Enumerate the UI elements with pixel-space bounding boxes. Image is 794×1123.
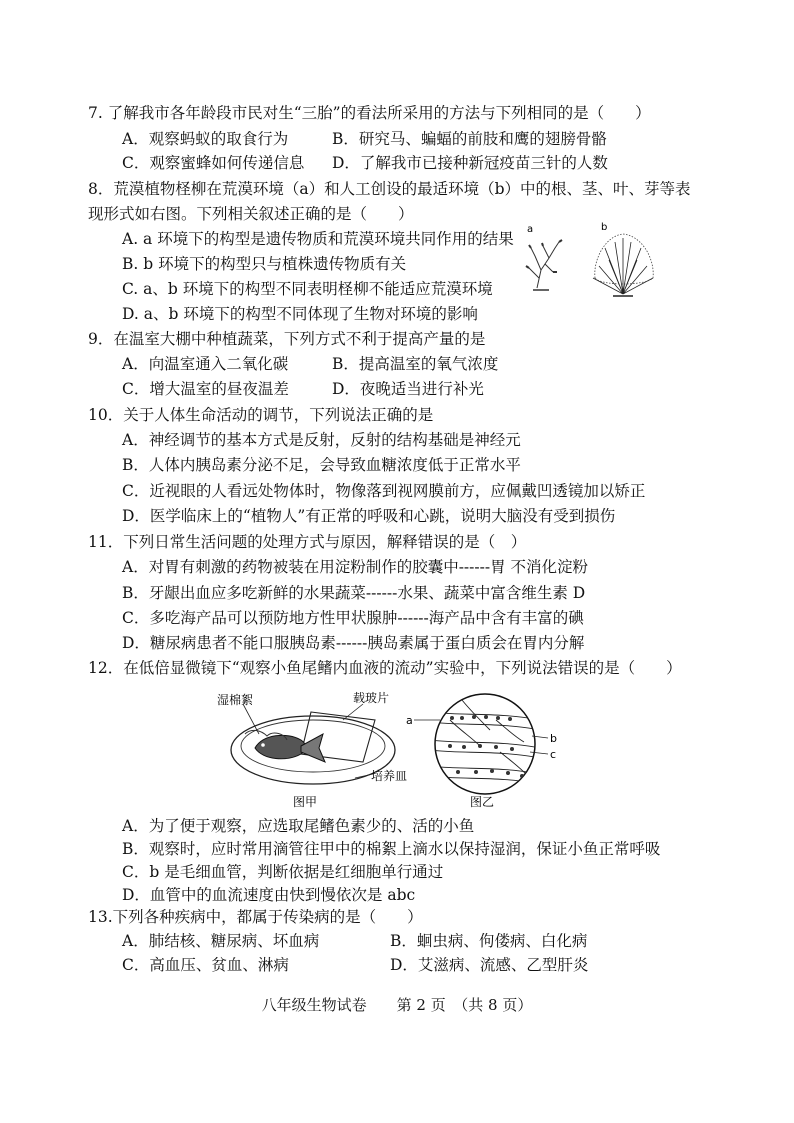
question-9-option-c: C．增大温室的昼夜温差 [122,380,289,398]
glass-slide-label: 载玻片 [353,691,390,705]
question-7-option-b: B．研究马、蝙蝠的前肢和鹰的翅膀骨骼 [332,130,607,148]
petri-dish-label: 培养皿 [371,769,408,783]
question-7-stem: 7. 了解我市各年龄段市民对生“三胎”的看法所采用的方法与下列相同的是（ ） [88,104,651,122]
question-9-option-a: A．向温室通入二氧化碳 [122,355,289,373]
question-9-stem: 9．在温室大棚中种植蔬菜，下列方式不利于提高产量的是 [88,330,486,348]
question-12-option-d: D．血管中的血流速度由快到慢依次是 abc [122,886,416,904]
tamarisk-figure [515,220,665,300]
question-8-stem-line2: 现形式如右图。下列相关叙述正确的是（ ） [88,205,414,223]
figure-yi-blood-vessels [400,690,580,815]
vessel-c-label: c [550,748,557,761]
question-13-option-a: A．肺结核、糖尿病、坏血病 [122,932,320,950]
question-8-stem-line1: 8．荒漠植物柽柳在荒漠环境（a）和人工创设的最适环境（b）中的根、茎、叶、芽等表 [88,180,691,198]
fish-body [255,735,306,758]
vessel-a-label: a [406,714,413,727]
plant-b-drawing [593,234,653,296]
cotton-pointer-line [243,704,259,734]
question-9-option-d: D．夜晚适当进行补光 [332,380,484,398]
question-8-option-b: B. b 环境下的构型只与植株遗传物质有关 [122,255,407,273]
question-10-option-b: B．人体内胰岛素分泌不足，会导致血糖浓度低于正常水平 [122,456,521,474]
question-11-stem: 11．下列日常生活问题的处理方式与原因，解释错误的是（ ） [88,533,527,551]
question-10-option-d: D．医学临床上的“植物人”有正常的呼吸和心跳，说明大脑没有受到损伤 [122,507,616,525]
wet-cotton-label: 湿棉絮 [217,693,254,707]
question-11-option-c: C．多吃海产品可以预防地方性甲状腺肿------海产品中含有丰富的碘 [122,609,584,627]
question-12-stem: 12．在低倍显微镜下“观察小鱼尾鳍内血液的流动”实验中，下列说法错误的是（ ） [88,659,682,677]
figure-jia-fish-dish [215,690,415,815]
plant-a-drawing [526,240,562,290]
question-7-option-a: A．观察蚂蚁的取食行为 [122,130,289,148]
question-11-option-a: A．对胃有刺激的药物被装在用淀粉制作的胶囊中------胃 不消化淀粉 [122,558,589,576]
question-12-option-a: A．为了便于观察，应选取尾鳍色素少的、活的小鱼 [122,817,475,835]
fish-eye [261,743,265,747]
question-13-option-d: D．艾滋病、流感、乙型肝炎 [390,956,589,974]
question-10-option-c: C．近视眼的人看远处物体时，物像落到视网膜前方，应佩戴凹透镜加以矫正 [122,482,646,500]
question-11-option-b: B．牙龈出血应多吃新鲜的水果蔬菜------水果、蔬菜中富含维生素 D [122,584,586,602]
question-12-option-c: C．b 是毛细血管，判断依据是红细胞单行通过 [122,863,444,881]
vessel-b-label: b [550,732,557,745]
figure-jia-caption: 图甲 [293,795,318,809]
question-13-option-b: B．蛔虫病、佝偻病、白化病 [390,932,588,950]
question-7-option-c: C．观察蜜蜂如何传递信息 [122,154,305,172]
question-11-option-d: D．糖尿病患者不能口服胰岛素------胰岛素属于蛋白质会在胃内分解 [122,634,585,652]
plant-a-label: a [527,224,534,235]
question-12-option-b: B．观察时，应时常用滴管往甲中的棉絮上滴水以保持湿润，保证小鱼正常呼吸 [122,840,661,858]
question-7-option-d: D．了解我市已接种新冠疫苗三针的人数 [332,154,608,172]
question-10-option-a: A．神经调节的基本方式是反射，反射的结构基础是神经元 [122,431,521,449]
question-13-stem: 13.下列各种疾病中，都属于传染病的是（ ） [88,908,423,926]
question-8-option-d: D. a、b 环境下的构型不同体现了生物对环境的影响 [122,305,478,323]
plant-b-label: b [601,222,608,233]
page-footer: 八年级生物试卷 第 2 页 （共 8 页） [261,996,533,1014]
figure-yi-caption: 图乙 [470,795,495,809]
question-8-option-c: C. a、b 环境下的构型不同表明柽柳不能适应荒漠环境 [122,280,493,298]
question-13-option-c: C．高血压、贫血、淋病 [122,956,289,974]
question-10-stem: 10．关于人体生命活动的调节，下列说法正确的是 [88,406,434,424]
question-8-option-a: A. a 环境下的构型是遗传物质和荒漠环境共同作用的结果 [122,230,514,248]
question-9-option-b: B．提高温室的氧气浓度 [332,355,499,373]
